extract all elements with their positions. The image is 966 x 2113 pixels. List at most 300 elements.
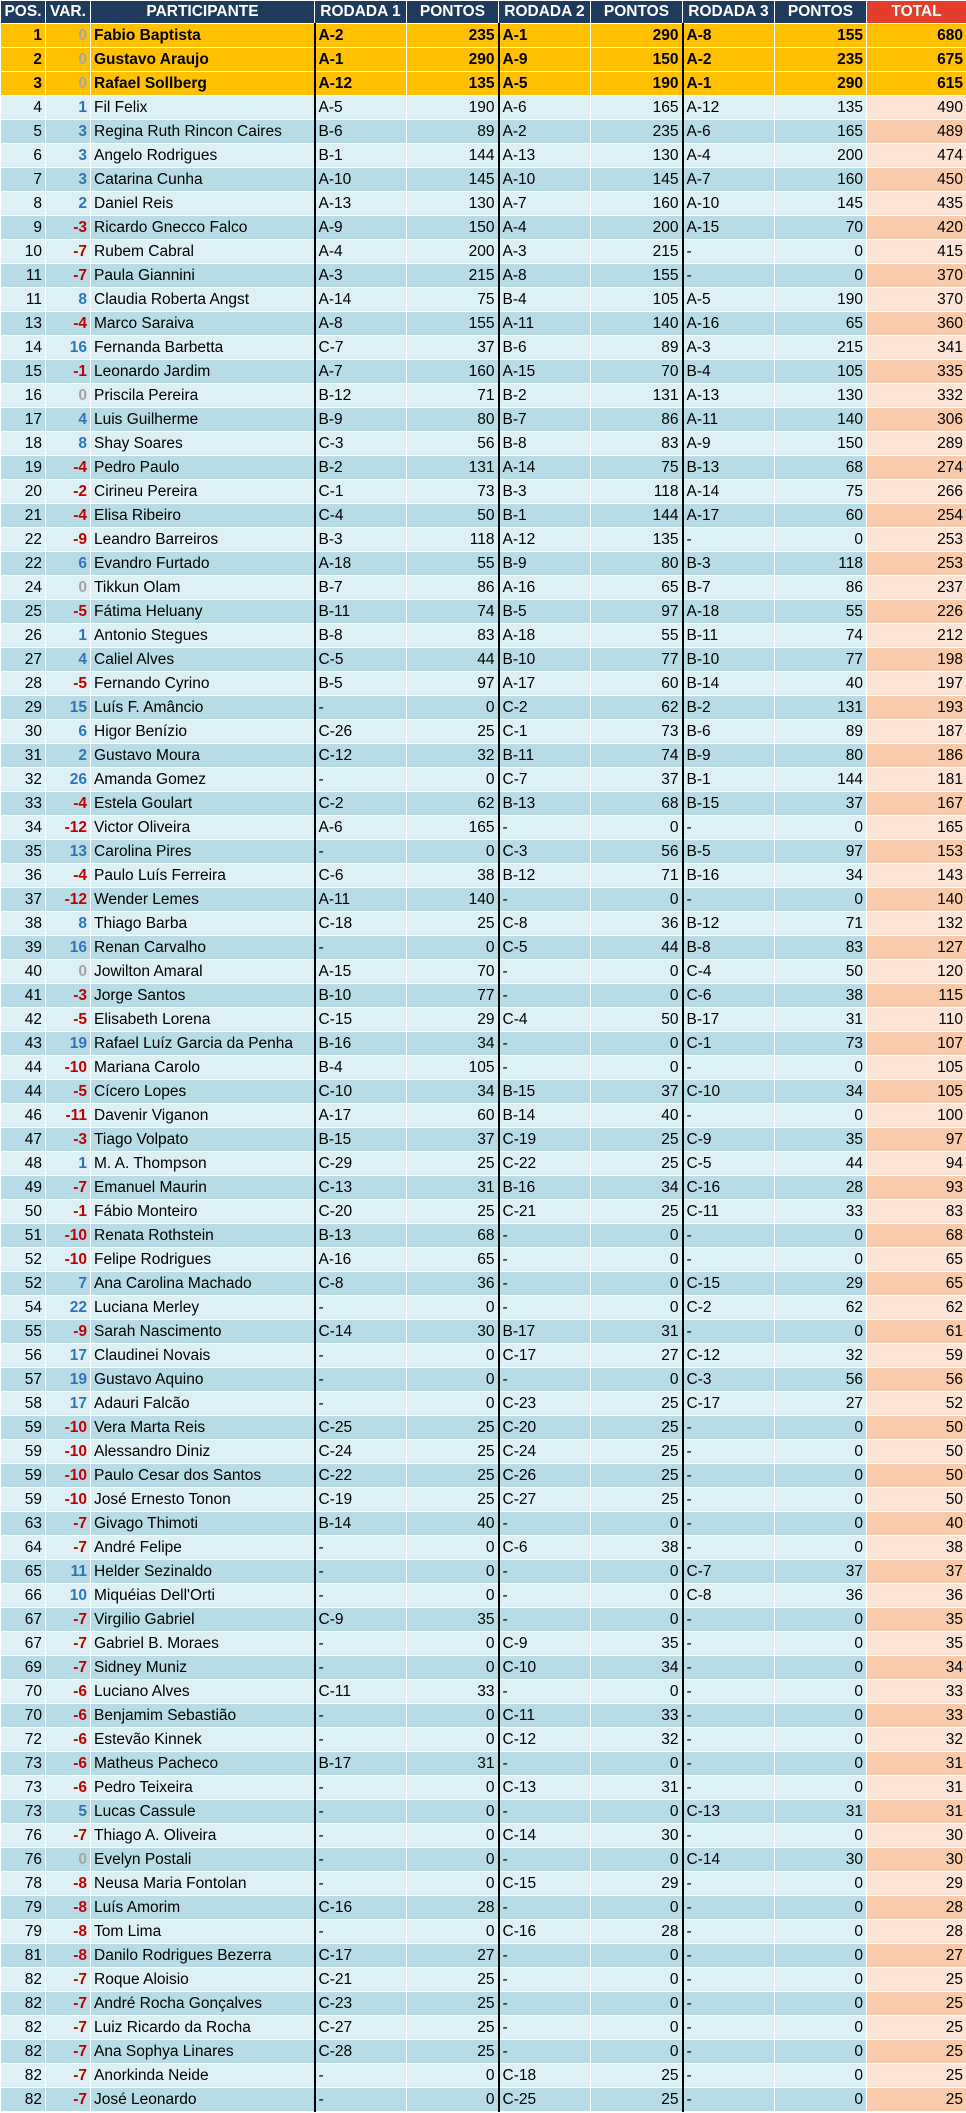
- cell-pos: 9: [1, 216, 46, 240]
- cell-var: -10: [46, 1440, 91, 1464]
- cell-total: 50: [867, 1416, 966, 1440]
- table-row: [1, 816, 966, 840]
- cell-participante: Fábio Monteiro: [91, 1200, 315, 1224]
- cell-rodada-1: -: [315, 696, 407, 720]
- cell-pontos-1: 55: [407, 552, 499, 576]
- cell-pos: 59: [1, 1488, 46, 1512]
- cell-pontos-3: 0: [775, 1536, 867, 1560]
- cell-pontos-2: 0: [591, 1224, 683, 1248]
- cell-var: -11: [46, 1104, 91, 1128]
- cell-rodada-3: -: [683, 1512, 775, 1536]
- cell-participante: Paulo Luís Ferreira: [91, 864, 315, 888]
- cell-pontos-2: 25: [591, 1392, 683, 1416]
- cell-rodada-1: B-6: [315, 120, 407, 144]
- cell-rodada-2: B-10: [499, 648, 591, 672]
- cell-pontos-2: 155: [591, 264, 683, 288]
- cell-pos: 41: [1, 984, 46, 1008]
- cell-participante: Shay Soares: [91, 432, 315, 456]
- cell-participante: Cirineu Pereira: [91, 480, 315, 504]
- cell-pontos-2: 0: [591, 888, 683, 912]
- cell-rodada-2: A-18: [499, 624, 591, 648]
- table-row: [1, 1032, 966, 1056]
- cell-total: 36: [867, 1584, 966, 1608]
- cell-var: -4: [46, 456, 91, 480]
- cell-total: 332: [867, 384, 966, 408]
- cell-pos: 70: [1, 1704, 46, 1728]
- cell-pontos-3: 71: [775, 912, 867, 936]
- cell-pontos-3: 0: [775, 1656, 867, 1680]
- cell-rodada-2: -: [499, 1584, 591, 1608]
- cell-pos: 82: [1, 1968, 46, 1992]
- cell-pontos-2: 50: [591, 1008, 683, 1032]
- cell-rodada-1: A-3: [315, 264, 407, 288]
- cell-rodada-1: B-10: [315, 984, 407, 1008]
- cell-participante: Marco Saraiva: [91, 312, 315, 336]
- cell-rodada-3: -: [683, 1416, 775, 1440]
- cell-pontos-3: 80: [775, 744, 867, 768]
- cell-pontos-2: 130: [591, 144, 683, 168]
- cell-rodada-3: C-2: [683, 1296, 775, 1320]
- cell-rodada-3: -: [683, 1728, 775, 1752]
- cell-var: 16: [46, 336, 91, 360]
- cell-pontos-1: 77: [407, 984, 499, 1008]
- cell-rodada-3: -: [683, 1464, 775, 1488]
- cell-participante: Gabriel B. Moraes: [91, 1632, 315, 1656]
- cell-pontos-2: 190: [591, 72, 683, 96]
- cell-rodada-2: B-6: [499, 336, 591, 360]
- cell-rodada-1: A-9: [315, 216, 407, 240]
- cell-rodada-2: A-14: [499, 456, 591, 480]
- cell-pontos-1: 83: [407, 624, 499, 648]
- table-row: [1, 792, 966, 816]
- cell-pos: 22: [1, 552, 46, 576]
- cell-total: 615: [867, 72, 966, 96]
- cell-rodada-1: C-26: [315, 720, 407, 744]
- cell-participante: Luciano Alves: [91, 1680, 315, 1704]
- cell-pontos-1: 118: [407, 528, 499, 552]
- cell-rodada-3: B-3: [683, 552, 775, 576]
- cell-pos: 31: [1, 744, 46, 768]
- cell-rodada-3: C-13: [683, 1800, 775, 1824]
- cell-var: -6: [46, 1704, 91, 1728]
- cell-rodada-3: B-13: [683, 456, 775, 480]
- cell-participante: Givago Thimoti: [91, 1512, 315, 1536]
- header-pontos-2: PONTOS: [591, 1, 683, 24]
- cell-participante: Caliel Alves: [91, 648, 315, 672]
- cell-rodada-1: C-21: [315, 1968, 407, 1992]
- cell-pontos-3: 0: [775, 1896, 867, 1920]
- cell-rodada-1: C-2: [315, 792, 407, 816]
- cell-var: -7: [46, 1824, 91, 1848]
- cell-var: -7: [46, 1536, 91, 1560]
- cell-pontos-2: 215: [591, 240, 683, 264]
- cell-rodada-2: C-9: [499, 1632, 591, 1656]
- cell-total: 370: [867, 288, 966, 312]
- table-row: [1, 1416, 966, 1440]
- cell-rodada-3: A-3: [683, 336, 775, 360]
- cell-var: -7: [46, 1992, 91, 2016]
- cell-rodada-2: -: [499, 1848, 591, 1872]
- cell-total: 120: [867, 960, 966, 984]
- cell-rodada-3: C-9: [683, 1128, 775, 1152]
- cell-var: -10: [46, 1416, 91, 1440]
- cell-pontos-3: 0: [775, 1752, 867, 1776]
- cell-participante: Estevão Kinnek: [91, 1728, 315, 1752]
- cell-rodada-3: -: [683, 1704, 775, 1728]
- cell-participante: Tom Lima: [91, 1920, 315, 1944]
- table-row: [1, 1152, 966, 1176]
- cell-rodada-2: A-16: [499, 576, 591, 600]
- cell-var: 1: [46, 1152, 91, 1176]
- cell-pontos-1: 50: [407, 504, 499, 528]
- cell-participante: Fátima Heluany: [91, 600, 315, 624]
- cell-pontos-3: 31: [775, 1800, 867, 1824]
- table-row: [1, 888, 966, 912]
- table-row: [1, 2040, 966, 2064]
- cell-rodada-3: -: [683, 1440, 775, 1464]
- cell-rodada-2: C-18: [499, 2064, 591, 2088]
- table-row: [1, 264, 966, 288]
- cell-rodada-2: B-8: [499, 432, 591, 456]
- cell-pontos-3: 97: [775, 840, 867, 864]
- cell-total: 474: [867, 144, 966, 168]
- cell-pontos-2: 145: [591, 168, 683, 192]
- cell-total: 253: [867, 528, 966, 552]
- cell-rodada-1: -: [315, 1344, 407, 1368]
- cell-pontos-3: 0: [775, 1872, 867, 1896]
- cell-pos: 10: [1, 240, 46, 264]
- cell-participante: M. A. Thompson: [91, 1152, 315, 1176]
- cell-total: 62: [867, 1296, 966, 1320]
- cell-rodada-2: C-20: [499, 1416, 591, 1440]
- cell-participante: Wender Lemes: [91, 888, 315, 912]
- cell-pontos-3: 0: [775, 1104, 867, 1128]
- table-row: [1, 408, 966, 432]
- cell-pontos-3: 0: [775, 1680, 867, 1704]
- cell-pontos-1: 0: [407, 1728, 499, 1752]
- cell-pontos-3: 55: [775, 600, 867, 624]
- cell-participante: José Ernesto Tonon: [91, 1488, 315, 1512]
- cell-pontos-3: 0: [775, 2064, 867, 2088]
- table-row: [1, 480, 966, 504]
- cell-rodada-2: -: [499, 888, 591, 912]
- cell-pontos-1: 25: [407, 1200, 499, 1224]
- cell-pos: 11: [1, 264, 46, 288]
- cell-participante: Claudia Roberta Angst: [91, 288, 315, 312]
- cell-rodada-1: B-7: [315, 576, 407, 600]
- header-total: TOTAL: [867, 1, 966, 24]
- cell-rodada-2: C-12: [499, 1728, 591, 1752]
- cell-pontos-1: 0: [407, 1656, 499, 1680]
- cell-pontos-1: 144: [407, 144, 499, 168]
- cell-pos: 49: [1, 1176, 46, 1200]
- cell-rodada-2: C-8: [499, 912, 591, 936]
- cell-rodada-2: A-6: [499, 96, 591, 120]
- cell-pontos-3: 105: [775, 360, 867, 384]
- header-rodada-1: RODADA 1: [315, 1, 407, 24]
- table-row: [1, 1536, 966, 1560]
- table-row: [1, 24, 966, 48]
- cell-pontos-1: 0: [407, 1824, 499, 1848]
- cell-pos: 38: [1, 912, 46, 936]
- cell-pos: 19: [1, 456, 46, 480]
- cell-pontos-1: 34: [407, 1080, 499, 1104]
- cell-total: 93: [867, 1176, 966, 1200]
- cell-var: -10: [46, 1224, 91, 1248]
- cell-var: -7: [46, 2064, 91, 2088]
- cell-pos: 57: [1, 1368, 46, 1392]
- cell-pos: 40: [1, 960, 46, 984]
- cell-rodada-2: -: [499, 1032, 591, 1056]
- cell-total: 140: [867, 888, 966, 912]
- cell-participante: Victor Oliveira: [91, 816, 315, 840]
- cell-rodada-3: -: [683, 1536, 775, 1560]
- cell-pos: 26: [1, 624, 46, 648]
- cell-pontos-3: 190: [775, 288, 867, 312]
- cell-rodada-1: C-27: [315, 2016, 407, 2040]
- cell-pontos-1: 131: [407, 456, 499, 480]
- cell-pos: 59: [1, 1464, 46, 1488]
- cell-pontos-2: 75: [591, 456, 683, 480]
- cell-total: 289: [867, 432, 966, 456]
- cell-rodada-1: A-12: [315, 72, 407, 96]
- cell-rodada-1: C-13: [315, 1176, 407, 1200]
- cell-rodada-1: A-8: [315, 312, 407, 336]
- cell-var: -8: [46, 1944, 91, 1968]
- cell-pontos-2: 65: [591, 576, 683, 600]
- cell-pontos-1: 32: [407, 744, 499, 768]
- cell-var: -7: [46, 1608, 91, 1632]
- cell-total: 226: [867, 600, 966, 624]
- cell-var: -6: [46, 1776, 91, 1800]
- cell-pos: 47: [1, 1128, 46, 1152]
- cell-participante: Amanda Gomez: [91, 768, 315, 792]
- cell-var: -7: [46, 2088, 91, 2112]
- cell-pontos-2: 0: [591, 1248, 683, 1272]
- cell-rodada-3: A-14: [683, 480, 775, 504]
- cell-rodada-2: A-11: [499, 312, 591, 336]
- cell-total: 65: [867, 1248, 966, 1272]
- cell-var: 16: [46, 936, 91, 960]
- cell-rodada-1: C-24: [315, 1440, 407, 1464]
- cell-pontos-1: 105: [407, 1056, 499, 1080]
- cell-rodada-2: C-7: [499, 768, 591, 792]
- cell-pontos-1: 25: [407, 2016, 499, 2040]
- cell-pos: 82: [1, 2040, 46, 2064]
- cell-pontos-2: 27: [591, 1344, 683, 1368]
- cell-rodada-3: A-13: [683, 384, 775, 408]
- cell-total: 105: [867, 1080, 966, 1104]
- cell-rodada-3: -: [683, 888, 775, 912]
- cell-var: -10: [46, 1056, 91, 1080]
- cell-pontos-2: 28: [591, 1920, 683, 1944]
- cell-participante: Priscila Pereira: [91, 384, 315, 408]
- cell-participante: Paula Giannini: [91, 264, 315, 288]
- cell-rodada-3: -: [683, 1872, 775, 1896]
- cell-rodada-1: C-20: [315, 1200, 407, 1224]
- cell-rodada-3: C-8: [683, 1584, 775, 1608]
- cell-participante: Miquéias Dell'Orti: [91, 1584, 315, 1608]
- cell-var: 3: [46, 168, 91, 192]
- table-row: [1, 192, 966, 216]
- cell-pontos-2: 144: [591, 504, 683, 528]
- cell-pos: 59: [1, 1440, 46, 1464]
- table-row: [1, 1752, 966, 1776]
- cell-rodada-2: B-3: [499, 480, 591, 504]
- cell-rodada-3: -: [683, 264, 775, 288]
- cell-var: 3: [46, 120, 91, 144]
- cell-participante: Danilo Rodrigues Bezerra: [91, 1944, 315, 1968]
- cell-pontos-3: 29: [775, 1272, 867, 1296]
- table-row: [1, 1968, 966, 1992]
- table-row: [1, 552, 966, 576]
- cell-var: 0: [46, 384, 91, 408]
- cell-total: 28: [867, 1920, 966, 1944]
- cell-rodada-2: -: [499, 1608, 591, 1632]
- cell-pontos-1: 0: [407, 696, 499, 720]
- cell-total: 420: [867, 216, 966, 240]
- cell-pos: 6: [1, 144, 46, 168]
- cell-var: -3: [46, 216, 91, 240]
- cell-var: -7: [46, 1176, 91, 1200]
- cell-pontos-1: 68: [407, 1224, 499, 1248]
- cell-var: -7: [46, 2016, 91, 2040]
- cell-pontos-2: 25: [591, 1200, 683, 1224]
- cell-total: 52: [867, 1392, 966, 1416]
- cell-total: 50: [867, 1440, 966, 1464]
- cell-var: -7: [46, 240, 91, 264]
- cell-var: -6: [46, 1728, 91, 1752]
- cell-rodada-2: A-17: [499, 672, 591, 696]
- cell-pontos-2: 25: [591, 1464, 683, 1488]
- table-row: [1, 528, 966, 552]
- cell-pontos-3: 0: [775, 1056, 867, 1080]
- cell-pontos-3: 89: [775, 720, 867, 744]
- cell-var: -2: [46, 480, 91, 504]
- cell-pontos-2: 29: [591, 1872, 683, 1896]
- cell-rodada-3: -: [683, 1752, 775, 1776]
- cell-rodada-1: A-16: [315, 1248, 407, 1272]
- cell-pos: 76: [1, 1848, 46, 1872]
- table-row: [1, 1920, 966, 1944]
- cell-total: 61: [867, 1320, 966, 1344]
- cell-pontos-1: 25: [407, 1152, 499, 1176]
- cell-rodada-2: C-1: [499, 720, 591, 744]
- cell-pontos-2: 0: [591, 1896, 683, 1920]
- table-row: [1, 1704, 966, 1728]
- cell-pontos-2: 0: [591, 2016, 683, 2040]
- cell-rodada-3: -: [683, 816, 775, 840]
- cell-pos: 73: [1, 1776, 46, 1800]
- cell-pos: 69: [1, 1656, 46, 1680]
- cell-rodada-2: -: [499, 1512, 591, 1536]
- cell-pontos-2: 135: [591, 528, 683, 552]
- cell-rodada-1: C-25: [315, 1416, 407, 1440]
- cell-rodada-2: -: [499, 1056, 591, 1080]
- cell-total: 35: [867, 1632, 966, 1656]
- cell-pontos-1: 0: [407, 1704, 499, 1728]
- cell-pos: 14: [1, 336, 46, 360]
- cell-pos: 72: [1, 1728, 46, 1752]
- cell-pontos-3: 0: [775, 2016, 867, 2040]
- table-row: [1, 1272, 966, 1296]
- cell-rodada-1: C-16: [315, 1896, 407, 1920]
- cell-rodada-1: C-1: [315, 480, 407, 504]
- cell-total: 153: [867, 840, 966, 864]
- header-rodada-2: RODADA 2: [499, 1, 591, 24]
- cell-rodada-1: C-18: [315, 912, 407, 936]
- cell-rodada-1: C-22: [315, 1464, 407, 1488]
- table-row: [1, 2088, 966, 2112]
- cell-var: 0: [46, 576, 91, 600]
- cell-pontos-3: 0: [775, 1512, 867, 1536]
- cell-total: 31: [867, 1800, 966, 1824]
- cell-var: 19: [46, 1368, 91, 1392]
- cell-pontos-1: 190: [407, 96, 499, 120]
- cell-rodada-1: B-16: [315, 1032, 407, 1056]
- cell-var: -4: [46, 792, 91, 816]
- cell-pontos-2: 37: [591, 1080, 683, 1104]
- cell-var: 8: [46, 912, 91, 936]
- cell-rodada-1: C-6: [315, 864, 407, 888]
- cell-pos: 16: [1, 384, 46, 408]
- cell-participante: André Rocha Gonçalves: [91, 1992, 315, 2016]
- cell-rodada-3: B-5: [683, 840, 775, 864]
- cell-pontos-1: 0: [407, 1920, 499, 1944]
- cell-pontos-1: 25: [407, 1992, 499, 2016]
- cell-pos: 44: [1, 1080, 46, 1104]
- cell-pontos-1: 40: [407, 1512, 499, 1536]
- header-var: VAR.: [46, 1, 91, 24]
- cell-total: 25: [867, 2040, 966, 2064]
- cell-pontos-2: 71: [591, 864, 683, 888]
- cell-var: 10: [46, 1584, 91, 1608]
- cell-pontos-1: 235: [407, 24, 499, 48]
- cell-pontos-2: 200: [591, 216, 683, 240]
- cell-rodada-2: C-24: [499, 1440, 591, 1464]
- table-row: [1, 1680, 966, 1704]
- cell-pontos-2: 34: [591, 1176, 683, 1200]
- cell-rodada-2: -: [499, 1272, 591, 1296]
- cell-total: 306: [867, 408, 966, 432]
- cell-pontos-2: 31: [591, 1776, 683, 1800]
- cell-rodada-1: B-8: [315, 624, 407, 648]
- cell-var: -8: [46, 1896, 91, 1920]
- cell-var: 0: [46, 24, 91, 48]
- cell-rodada-2: -: [499, 1224, 591, 1248]
- cell-pontos-3: 32: [775, 1344, 867, 1368]
- cell-participante: Gustavo Araujo: [91, 48, 315, 72]
- table-row: [1, 288, 966, 312]
- table-row: [1, 1104, 966, 1128]
- cell-rodada-3: C-15: [683, 1272, 775, 1296]
- cell-pontos-2: 83: [591, 432, 683, 456]
- cell-rodada-1: B-12: [315, 384, 407, 408]
- cell-pontos-2: 32: [591, 1728, 683, 1752]
- cell-var: 26: [46, 768, 91, 792]
- cell-total: 680: [867, 24, 966, 48]
- cell-rodada-2: B-7: [499, 408, 591, 432]
- cell-pontos-2: 73: [591, 720, 683, 744]
- cell-pos: 15: [1, 360, 46, 384]
- cell-total: 32: [867, 1728, 966, 1752]
- table-row: [1, 1344, 966, 1368]
- cell-total: 266: [867, 480, 966, 504]
- cell-pos: 82: [1, 1992, 46, 2016]
- cell-rodada-2: -: [499, 1248, 591, 1272]
- table-row: [1, 1824, 966, 1848]
- cell-participante: Luís F. Amâncio: [91, 696, 315, 720]
